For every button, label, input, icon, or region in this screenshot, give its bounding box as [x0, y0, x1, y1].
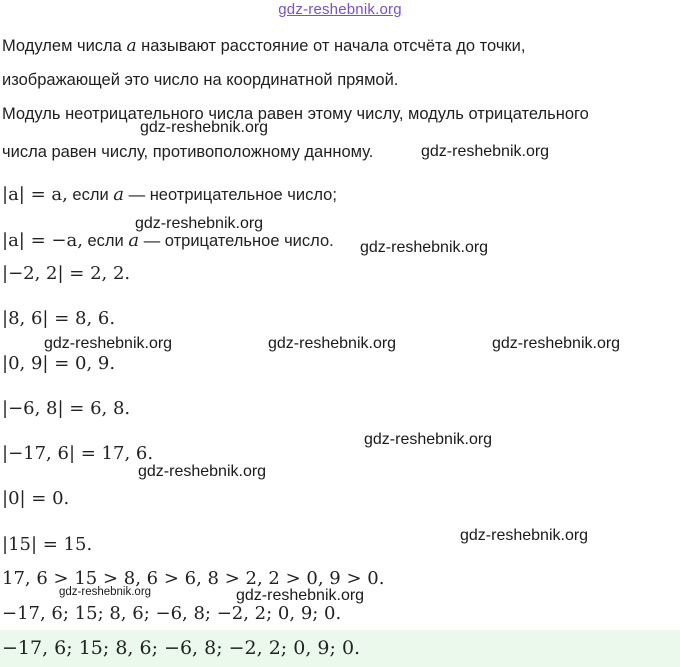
rule-line-2: числа равен числу, противоположному данному. — [2, 143, 374, 161]
watermark[interactable]: gdz-reshebnik.org — [138, 463, 267, 480]
example-6: |0| = 0. — [2, 488, 70, 509]
rule-negative-var: a — [128, 230, 140, 251]
watermark[interactable]: gdz-reshebnik.org — [460, 527, 589, 544]
example-4: |−6, 8| = 6, 8. — [2, 398, 131, 419]
watermark[interactable]: gdz-reshebnik.org — [492, 335, 621, 352]
ordered-line: −17, 6; 15; 8, 6; −6, 8; −2, 2; 0, 9; 0. — [2, 603, 342, 624]
rule-negative-math: |a| = −a, — [2, 230, 83, 251]
watermark[interactable]: gdz-reshebnik.org — [236, 587, 365, 604]
variable-a: a — [126, 36, 137, 56]
watermark[interactable]: gdz-reshebnik.org — [360, 239, 489, 256]
definition-line-1 — [2, 36, 525, 56]
rule-nonnegative-var: a — [113, 184, 125, 205]
rule-line-1: Модуль неотрицательного числа равен этому числу, модуль отрицательного — [2, 105, 589, 123]
rule-negative-if: если — [82, 232, 129, 250]
rule-negative — [2, 230, 334, 251]
example-3: |0, 9| = 0, 9. — [2, 353, 116, 374]
watermark[interactable]: gdz-reshebnik.org — [44, 335, 173, 352]
rule-nonnegative-rest: — неотрицательное число; — [124, 186, 337, 204]
rule-negative-rest: — отрицательное число. — [139, 232, 334, 250]
watermark[interactable]: gdz-reshebnik.org — [421, 143, 550, 160]
rule-nonnegative-math: |a| = a, — [2, 184, 68, 205]
watermark[interactable]: gdz-reshebnik.org — [140, 119, 269, 136]
example-1: |−2, 2| = 2, 2. — [2, 263, 131, 284]
definition-text-start: Модулем числа — [2, 37, 127, 55]
rule-nonnegative-if: если — [67, 186, 114, 204]
comparison-line: 17, 6 > 15 > 8, 6 > 6, 8 > 2, 2 > 0, 9 > 0. — [2, 568, 385, 589]
example-2: |8, 6| = 8, 6. — [2, 308, 116, 329]
watermark[interactable]: gdz-reshebnik.org — [364, 431, 493, 448]
watermark[interactable]: gdz-reshebnik.org — [135, 215, 264, 232]
definition-text-end: называют расстояние от начала отсчёта до точки, — [136, 37, 526, 55]
header-watermark[interactable]: gdz-reshebnik.org — [278, 1, 402, 18]
answer-text: −17, 6; 15; 8, 6; −6, 8; −2, 2; 0, 9; 0. — [2, 637, 361, 659]
example-7: |15| = 15. — [2, 534, 93, 555]
example-5: |−17, 6| = 17, 6. — [2, 443, 154, 464]
watermark[interactable]: gdz-reshebnik.org — [59, 586, 152, 598]
rule-nonnegative — [2, 184, 337, 205]
watermark[interactable]: gdz-reshebnik.org — [268, 335, 397, 352]
definition-line-2: изображающей это число на координатной прямой. — [2, 71, 399, 89]
